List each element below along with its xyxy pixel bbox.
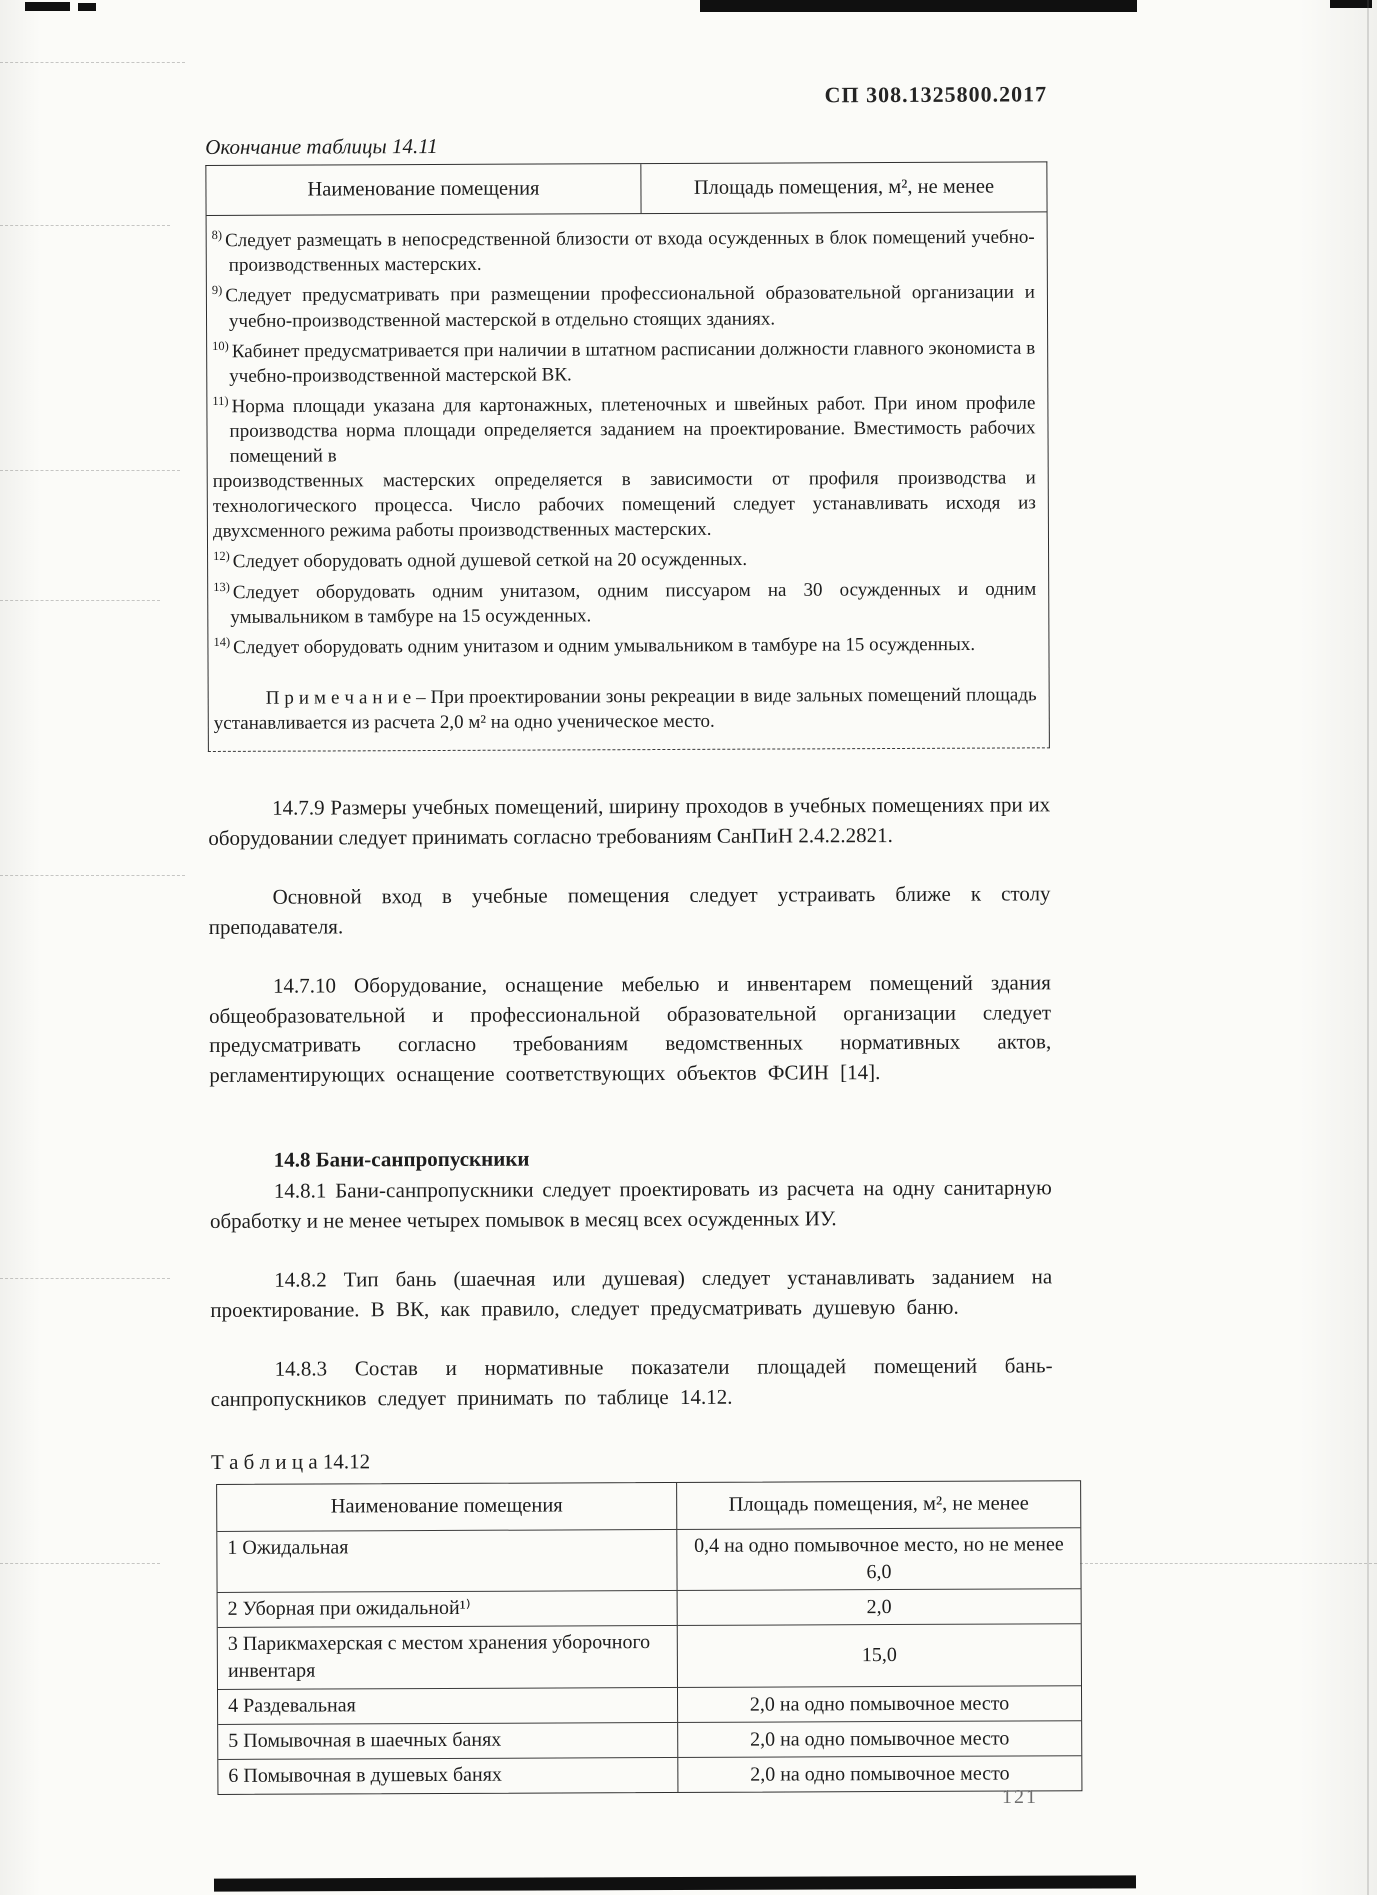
room-name-cell: 4 Раздевальная (218, 1688, 678, 1724)
footnote-marker: 11) (212, 393, 229, 408)
footnote-10 (212, 330, 1035, 389)
document-content (205, 81, 1064, 1795)
scan-artifact-top-corner-mark (1330, 0, 1372, 8)
column-header-room-name: Наименование помещения (206, 164, 641, 215)
room-name-cell: 1 Ожидальная (217, 1530, 677, 1592)
footnote-text: Следует оборудовать одним унитазом, одним писсуаром на 30 осужденных и одним умывальником в тамбуре на 15 осужденных. (230, 578, 1037, 628)
scan-artifact-dotted-line (0, 1563, 160, 1564)
table-row (218, 1685, 1081, 1724)
footnote-marker: 10) (212, 338, 229, 353)
footnote-13 (213, 571, 1036, 630)
room-area-cell: 15,0 (861, 1644, 897, 1667)
table-row (217, 1527, 1080, 1592)
scan-artifact-dotted-line (0, 875, 185, 876)
scan-artifact-bottom-bar (214, 1875, 1136, 1891)
footnote-text: Следует предусматривать при размещении профессиональной образовательной организации и учебно-производственной мастерской в отдельно стоящих зданиях. (225, 282, 1035, 332)
room-area-cell: 2,0 на одно помывочное место (749, 1692, 1010, 1716)
table-row (218, 1755, 1081, 1794)
footnote-text: Кабинет предусматривается при наличии в штатном расписании должности главного экономиста в учебно-производственной мастерской ВК. (229, 337, 1036, 387)
footnote-9 (212, 275, 1035, 334)
section-heading-14-8: 14.8 Бани-санпропускники (273, 1146, 530, 1173)
footnote-14 (213, 626, 1036, 660)
room-name-cell: 5 Помывочная в шаечных банях (218, 1723, 678, 1759)
footnote-8 (212, 219, 1035, 278)
scan-artifact-dotted-line (0, 62, 185, 63)
paragraph-14-7-9: 14.7.9 Размеры учебных помещений, ширину проходов в учебных помещениях при их оборудовании следует принимать согласно требованиям СанПиН 2.4.2.2821. (208, 792, 1051, 850)
scan-artifact-dotted-line (0, 470, 180, 471)
table-14-12-caption: Т а б л и ц а 14.12 (210, 1449, 371, 1475)
table-14-11-footnotes-cell (207, 212, 1049, 751)
table-row (218, 1720, 1081, 1759)
footnote-marker: 14) (213, 634, 231, 649)
footnote-12 (213, 541, 1036, 575)
column-header-room-area: Площадь помещения, м², не менее (693, 175, 995, 199)
scan-artifact-dotted-line (0, 1278, 170, 1279)
table-14-11 (205, 161, 1050, 752)
document-code: СП 308.1325800.2017 (824, 81, 1048, 108)
paragraph-14-8-2: 14.8.2 Тип бань (шаечная или душевая) следует устанавливать заданием на проектирование. В ВК, как правило, следует предусматривать душевую баню. (210, 1264, 1053, 1322)
table-note: П р и м е ч а н и е – При проектировании зоны рекреации в виде зальных помещений площадь устанавливается из расчета 2,0 м² на одно ученическое место. (213, 684, 1037, 735)
table-14-11-header-row (206, 162, 1046, 216)
column-header-room-name: Наименование помещения (217, 1483, 677, 1531)
footnote-marker: 12) (213, 549, 230, 564)
scan-artifact-right-edge-line (1367, 0, 1369, 1895)
room-name-cell: 2 Уборная при ожидальной¹⁾ (218, 1591, 678, 1627)
footnote-11 (212, 385, 1035, 469)
scan-artifact-dotted-line (0, 600, 160, 601)
table-14-11-caption: Окончание таблицы 14.11 (205, 133, 438, 159)
scan-artifact-top-left-bar (25, 2, 70, 11)
room-name-cell: 6 Помывочная в душевых банях (218, 1758, 678, 1794)
paragraph-14-7-10: 14.7.10 Оборудование, оснащение мебелью и инвентарем помещений здания общеобразовательной и профессиональной образовательной организации следует предусматривать согласно требованиям ведомственных нормативных актов, регламентирующих оснащение соответствующих объектов ФСИН [14]. (209, 970, 1052, 1087)
paragraph-14-8-3: 14.8.3 Состав и нормативные показатели площадей помещений бань-санпропускников следует принимать по таблице 14.12. (210, 1353, 1053, 1411)
scan-artifact-dotted-line (0, 225, 170, 226)
footnote-text: Следует размещать в непосредственной близости от входа осужденных в блок помещений учебно-производственных мастерских. (225, 226, 1035, 277)
scan-artifact-dotted-line (1080, 1563, 1377, 1564)
room-area-cell: 2,0 на одно помывочное место (749, 1727, 1010, 1751)
page-number: 121 (1002, 1786, 1038, 1808)
room-area-cell: 2,0 на одно помывочное место (750, 1762, 1010, 1786)
table-row (218, 1623, 1081, 1689)
footnote-marker: 9) (211, 283, 223, 298)
scan-artifact-top-right-bar (700, 0, 1137, 12)
table-14-12-header-row (217, 1481, 1080, 1531)
paragraph-14-8-1: 14.8.1 Бани-санпропускники следует проектировать из расчета на одну санитарную обработку и не менее четырех помывок в месяц всех осужденных ИУ. (209, 1175, 1052, 1233)
table-row (218, 1588, 1081, 1627)
footnote-text: Следует оборудовать одним унитазом и одним умывальником в тамбуре на 15 осужденных. (233, 633, 976, 659)
footnote-marker: 13) (213, 579, 230, 594)
scan-artifact-top-left-bar2 (78, 3, 96, 11)
footnote-text: Следует оборудовать одной душевой сеткой на 20 осужденных. (232, 549, 748, 573)
room-area-cell: 0,4 на одно помывочное место, но не менее 6,0 (694, 1533, 1064, 1584)
paragraph-main-entrance: Основной вход в учебные помещения следует устраивать ближе к столу преподавателя. (208, 881, 1051, 939)
table-14-12 (216, 1480, 1082, 1795)
footnote-11-continuation: производственных мастерских определяется в зависимости от профиля производства и технологического процесса. Число рабочих помещений следует устанавливать исходя из двухсменного режима работы производственных мастерских. (212, 467, 1036, 543)
footnote-text: Норма площади указана для картонажных, плетеночных и швейных работ. При ином профиле производства норма площади определяется заданием на проектирование. Вместимость рабочих помещений в (229, 392, 1036, 468)
column-header-room-area: Площадь помещения, м², не менее (728, 1492, 1029, 1517)
footnote-marker: 8) (211, 227, 223, 242)
room-area-cell: 2,0 (866, 1595, 892, 1618)
room-name-cell: 3 Парикмахерская с местом хранения уборочного инвентаря (218, 1626, 678, 1689)
